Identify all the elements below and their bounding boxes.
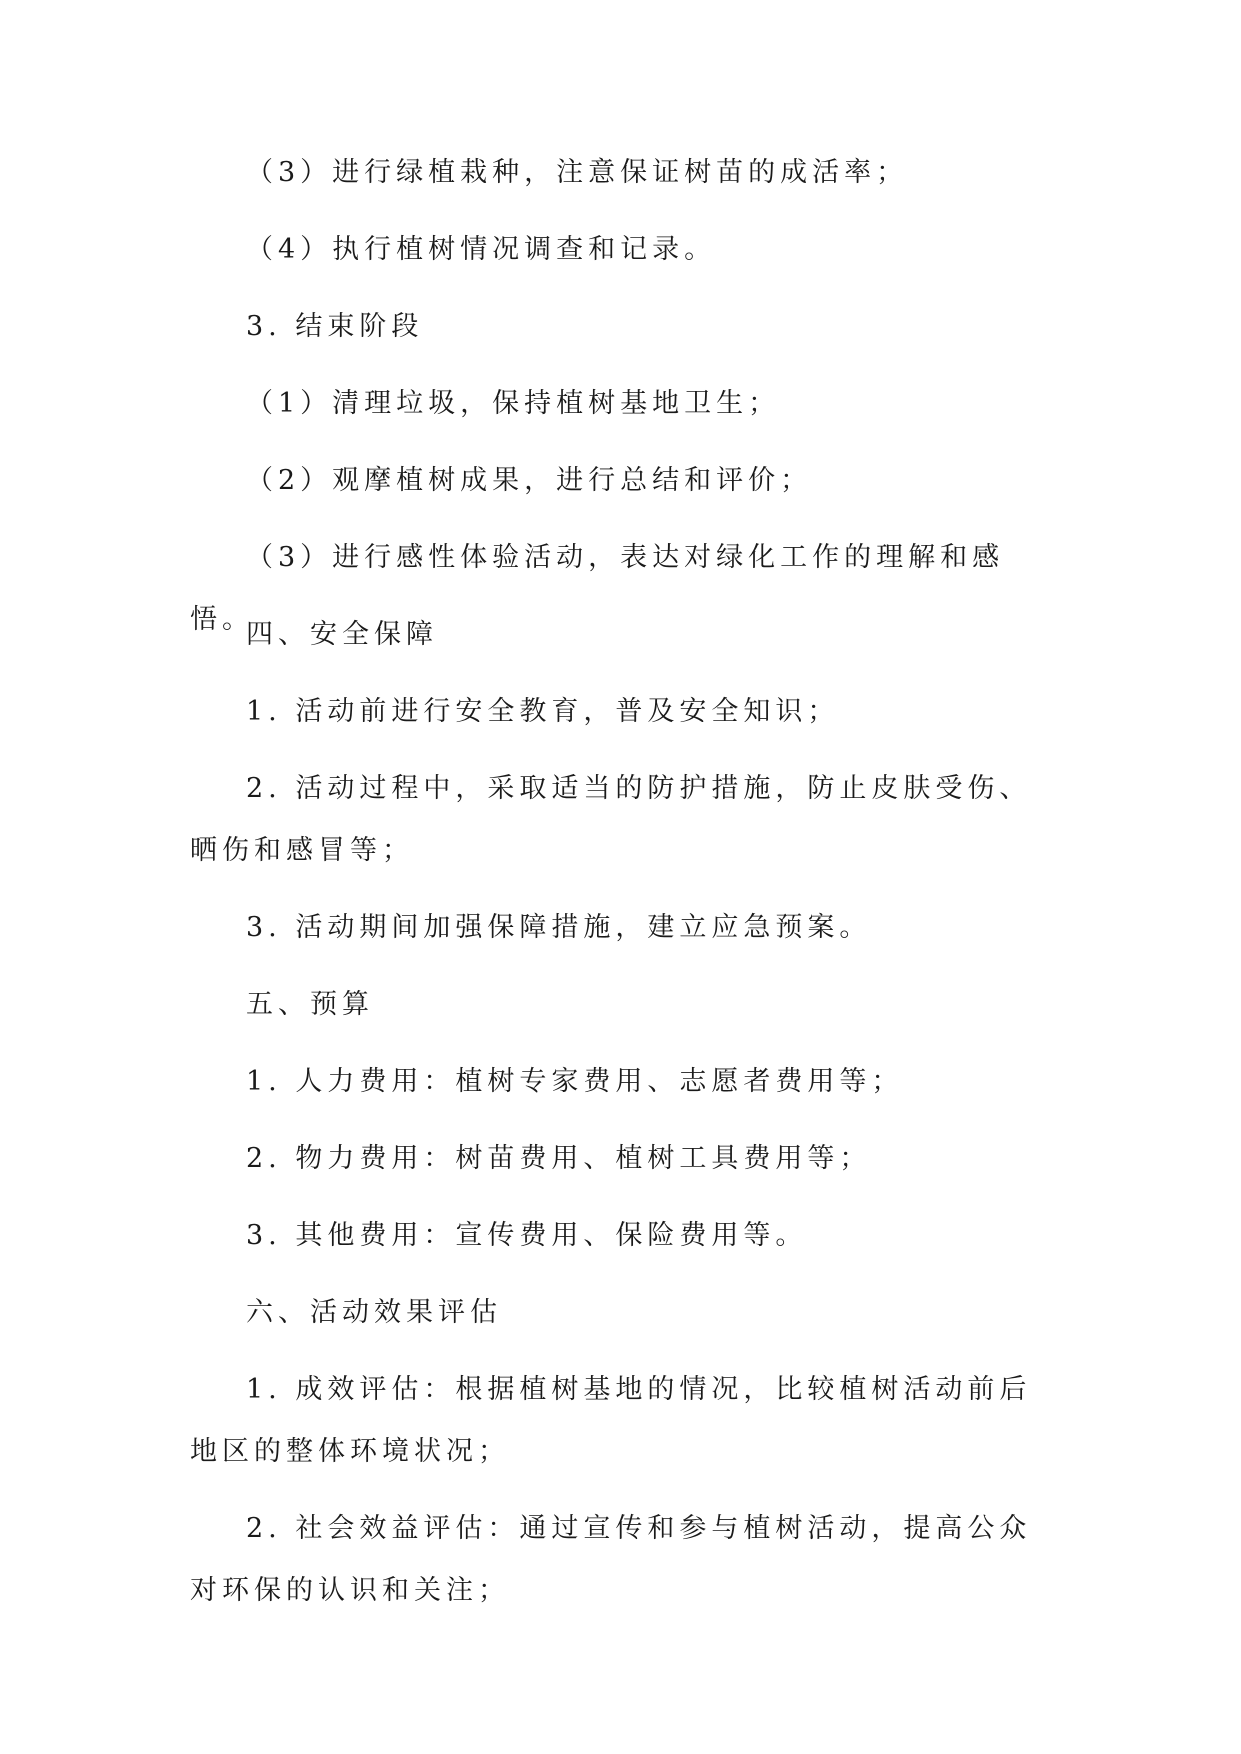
section-heading: 四、安全保障 [246,619,438,650]
list-item: （2）观摩植树成果，进行总结和评价； [246,465,813,496]
list-item: 2. 社会效益评估：通过宣传和参与植树活动，提高公众对环保的认识和关注； [190,1513,1032,1606]
list-item: 2. 活动过程中，采取适当的防护措施，防止皮肤受伤、晒伤和感冒等； [190,773,1032,866]
list-item: 3. 其他费用：宣传费用、保险费用等。 [246,1220,808,1251]
list-item: （1）清理垃圾，保持植树基地卫生； [246,388,781,419]
list-item: （3）进行绿植栽种，注意保证树苗的成活率； [246,157,909,188]
list-item: （4）执行植树情况调查和记录。 [246,234,717,265]
list-item: （3）进行感性体验活动，表达对绿化工作的理解和感悟。 [190,542,1005,635]
list-item: 1. 成效评估：根据植树基地的情况，比较植树活动前后地区的整体环境状况； [190,1374,1032,1467]
list-item: 1. 人力费用：植树专家费用、志愿者费用等； [246,1066,904,1097]
list-item: 1. 活动前进行安全教育，普及安全知识； [246,696,840,727]
section-heading: 3. 结束阶段 [246,311,424,342]
list-item: 3. 活动期间加强保障措施，建立应急预案。 [246,912,872,943]
section-heading: 五、预算 [246,989,374,1020]
list-item: 2. 物力费用：树苗费用、植树工具费用等； [246,1143,872,1174]
section-heading: 六、活动效果评估 [246,1297,502,1328]
